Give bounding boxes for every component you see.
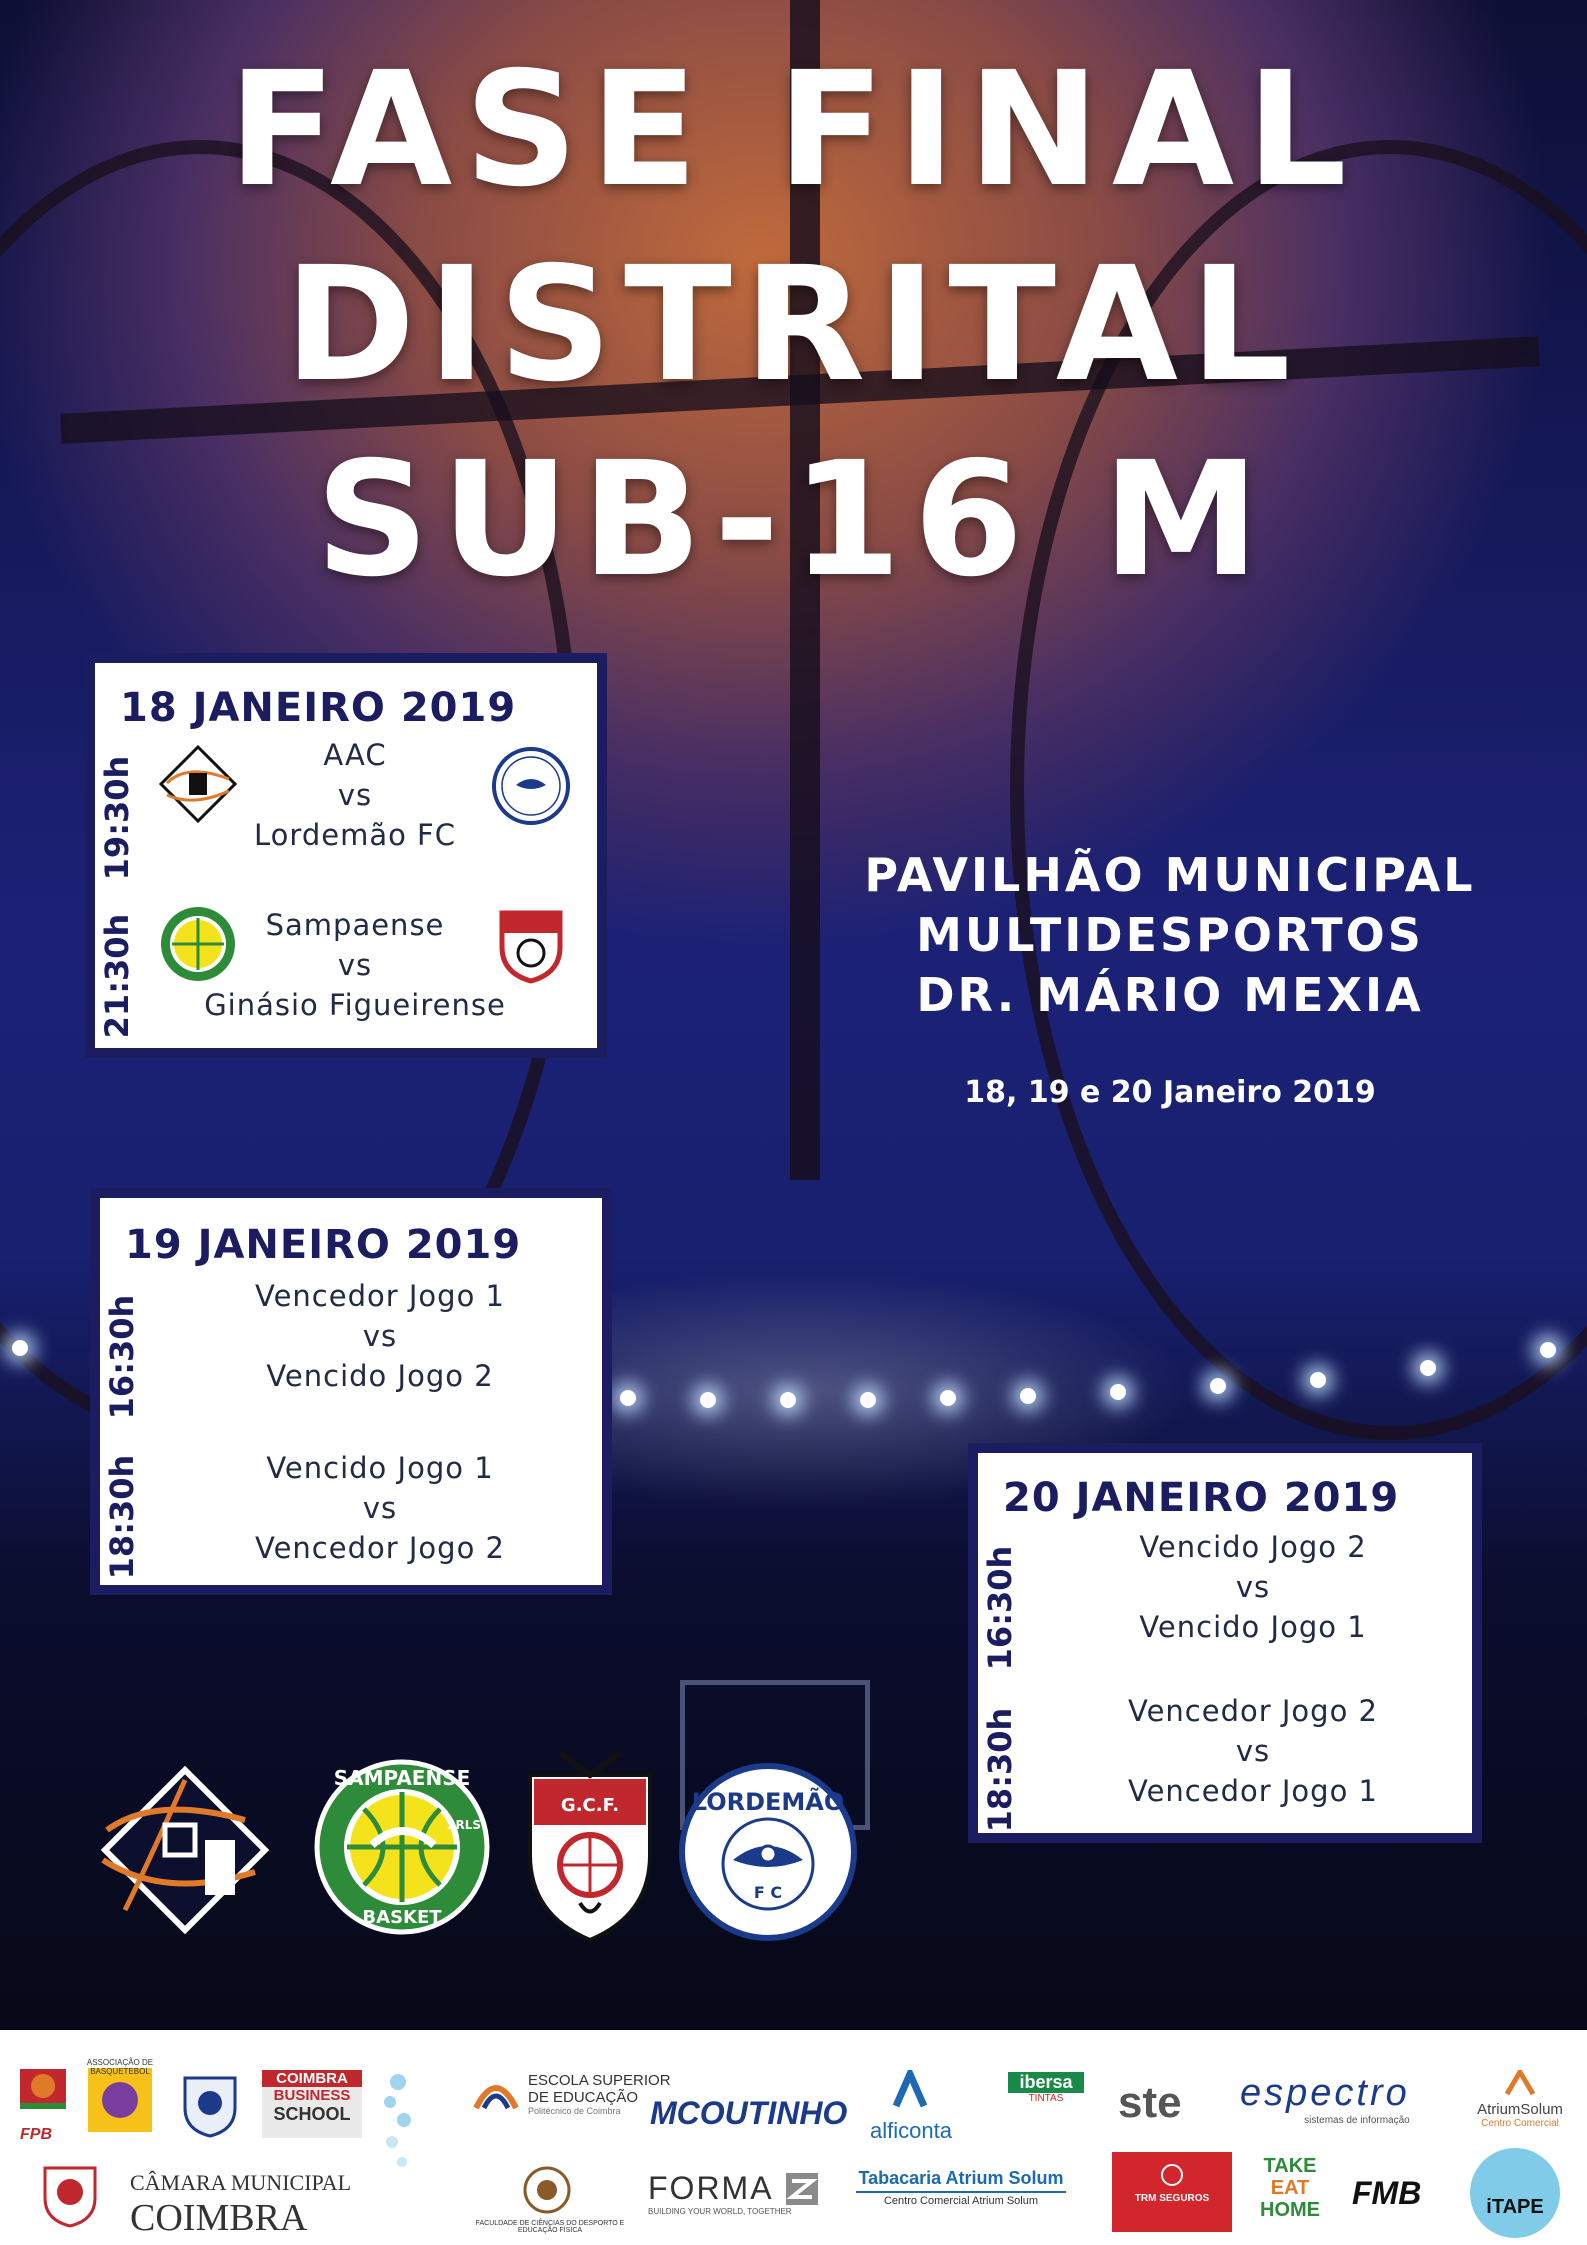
- escola-educacao-line-1: ESCOLA SUPERIOR: [528, 2072, 671, 2089]
- game-6-home: Vencedor Jogo 2: [1127, 1694, 1378, 1728]
- game-5-vs: vs: [1235, 1570, 1271, 1604]
- aac-logo-icon: [95, 1760, 275, 1940]
- game-3-teams: [200, 1276, 560, 1396]
- title-line-1: FASE FINAL: [228, 38, 1359, 222]
- take-line-1: TAKE: [1263, 2155, 1317, 2177]
- alficonta-logo-icon: [890, 2070, 930, 2110]
- itape-label: iTAPE: [1486, 2196, 1544, 2218]
- forma-z-icon: [786, 2173, 818, 2205]
- game-1-away: Lordemão FC: [254, 818, 456, 852]
- venue-line-3: DR. MÁRIO MEXIA: [916, 968, 1424, 1022]
- schedule-card-day-3: [968, 1443, 1482, 1843]
- game-5-teams: [1073, 1527, 1433, 1647]
- venue-line-1: PAVILHÃO MUNICIPAL: [864, 848, 1476, 902]
- game-6-time: 18:30h: [981, 1707, 1019, 1833]
- venue-block: [780, 845, 1560, 1025]
- escola-saude-logo-icon: [378, 2070, 418, 2220]
- take-line-3: HOME: [1260, 2199, 1320, 2221]
- escola-educacao-line-3: Politécnico de Coimbra: [528, 2106, 621, 2116]
- cbs-line-2: BUSINESS: [273, 2087, 351, 2104]
- sampaense-logo-icon: [312, 1757, 492, 1937]
- game-1-home: AAC: [323, 738, 387, 772]
- gcf-logo-text: G.C.F.: [560, 1795, 620, 1816]
- lordemao-logo-fc: F C: [753, 1883, 783, 1902]
- atrium-solum-sub: Centro Comercial: [1481, 2118, 1559, 2129]
- ginasio-figueirense-logo-icon: [520, 1745, 660, 1945]
- game-5-time: 16:30h: [981, 1545, 1019, 1671]
- itape-logo: [1470, 2148, 1560, 2238]
- municipal-crest-icon: [180, 2068, 240, 2138]
- tabacaria-logo: [846, 2168, 1076, 2207]
- fpb-label: FPB: [20, 2126, 52, 2143]
- schedule-card-day-2: [90, 1188, 612, 1595]
- ibersa-label: ibersa: [1008, 2072, 1084, 2093]
- coimbra-crest-icon: [40, 2160, 100, 2230]
- lordemao-logo-icon: [678, 1762, 858, 1942]
- cbs-line-3: SCHOOL: [273, 2104, 351, 2124]
- trm-seguros-logo: [1112, 2152, 1232, 2232]
- game-3-home: Vencedor Jogo 1: [254, 1279, 505, 1313]
- game-1-teams: [215, 735, 495, 855]
- game-3-vs: vs: [362, 1319, 398, 1353]
- day-2-date: 19 JANEIRO 2019: [125, 1222, 522, 1268]
- game-3-away: Vencido Jogo 2: [266, 1359, 494, 1393]
- fmb-logo: FMB: [1352, 2175, 1422, 2211]
- trm-label: TRM SEGUROS: [1134, 2193, 1210, 2204]
- game-6-away: Vencedor Jogo 1: [1127, 1774, 1378, 1808]
- fpb-logo-icon: [14, 2065, 72, 2125]
- fcdef-label: FACULDADE DE CIÊNCIAS DO DESPORTO E EDUCAÇÃO FÍSICA: [475, 2220, 625, 2234]
- game-2-teams: [195, 905, 515, 1025]
- title-line-3: SUB-16 M: [315, 428, 1272, 612]
- take-line-2: EAT: [1270, 2177, 1310, 2199]
- game-2-home: Sampaense: [265, 908, 445, 942]
- game-4-vs: vs: [362, 1491, 398, 1525]
- game-2-time: 21:30h: [98, 913, 136, 1039]
- coimbra-business-school-logo: [262, 2070, 362, 2138]
- game-6-vs: vs: [1235, 1734, 1271, 1768]
- ibersa-sub: TINTAS: [1028, 2093, 1064, 2104]
- escola-educacao-logo-icon: [472, 2072, 520, 2112]
- camara-line-2: COIMBRA: [130, 2197, 308, 2239]
- ginasio-figueirense-crest-icon: [490, 903, 572, 985]
- ibersa-logo: [1008, 2072, 1084, 2104]
- alficonta-label: alficonta: [870, 2118, 952, 2143]
- game-4-home: Vencido Jogo 1: [266, 1451, 494, 1485]
- atrium-solum-label: AtriumSolum: [1477, 2101, 1563, 2118]
- forma-label: FORMA: [648, 2170, 774, 2206]
- forma-sub: BUILDING YOUR WORLD, TOGETHER: [648, 2207, 792, 2216]
- sampaense-logo-side-text: SRLS: [446, 1818, 482, 1832]
- atrium-solum-icon: [1505, 2070, 1535, 2096]
- fcdef-seal-icon: [522, 2165, 572, 2215]
- cbs-line-1: COIMBRA: [262, 2070, 362, 2087]
- camara-municipal-logo: [130, 2170, 351, 2240]
- schedule-card-day-1: [85, 653, 607, 1058]
- associacao-label: ASSOCIAÇÃO DE BASQUETEBOL: [86, 2058, 154, 2076]
- game-5-away: Vencido Jogo 1: [1139, 1610, 1367, 1644]
- mcoutinho-logo: MCOUTINHO: [650, 2095, 848, 2131]
- lordemao-crest-icon: [490, 745, 572, 827]
- game-3-time: 16:30h: [103, 1294, 141, 1420]
- espectro-label: espectro: [1240, 2072, 1410, 2114]
- day-1-date: 18 JANEIRO 2019: [120, 685, 517, 731]
- game-1-vs: vs: [337, 778, 373, 812]
- trm-icon: [1159, 2162, 1185, 2188]
- sampaense-logo-top-text: SAMPAENSE: [333, 1766, 471, 1790]
- atrium-solum-logo: [1460, 2070, 1580, 2129]
- lordemao-logo-text: LORDEMÃO: [691, 1788, 845, 1816]
- game-5-home: Vencido Jogo 2: [1139, 1530, 1367, 1564]
- game-4-teams: [200, 1448, 560, 1568]
- game-4-away: Vencedor Jogo 2: [254, 1531, 505, 1565]
- game-2-vs: vs: [337, 948, 373, 982]
- game-1-time: 19:30h: [98, 755, 136, 881]
- forma-logo: [648, 2170, 818, 2216]
- title-line-2: DISTRITAL: [284, 233, 1303, 417]
- escola-educacao-line-2: DE EDUCAÇÃO: [528, 2089, 639, 2106]
- day-3-date: 20 JANEIRO 2019: [1003, 1475, 1400, 1521]
- espectro-logo: [1240, 2072, 1410, 2126]
- game-6-teams: [1073, 1691, 1433, 1811]
- venue-line-2: MULTIDESPORTOS: [916, 908, 1424, 962]
- camara-line-1: CÂMARA MUNICIPAL: [130, 2170, 352, 2195]
- fcdef-logo: [470, 2165, 630, 2234]
- tabacaria-line-1: Tabacaria Atrium Solum: [858, 2168, 1064, 2188]
- game-2-away: Ginásio Figueirense: [204, 988, 506, 1022]
- sampaense-logo-bottom-text: BASKET: [362, 1907, 442, 1928]
- tabacaria-line-2: Centro Comercial Atrium Solum: [883, 2195, 1039, 2207]
- venue-dates: 18, 19 e 20 Janeiro 2019: [964, 1075, 1376, 1110]
- ste-logo: ste: [1118, 2078, 1182, 2127]
- game-4-time: 18:30h: [103, 1454, 141, 1580]
- take-eat-home-logo: [1260, 2155, 1320, 2221]
- sponsors-strip: [0, 2030, 1587, 2245]
- espectro-sub: sistemas de informação: [1304, 2115, 1410, 2126]
